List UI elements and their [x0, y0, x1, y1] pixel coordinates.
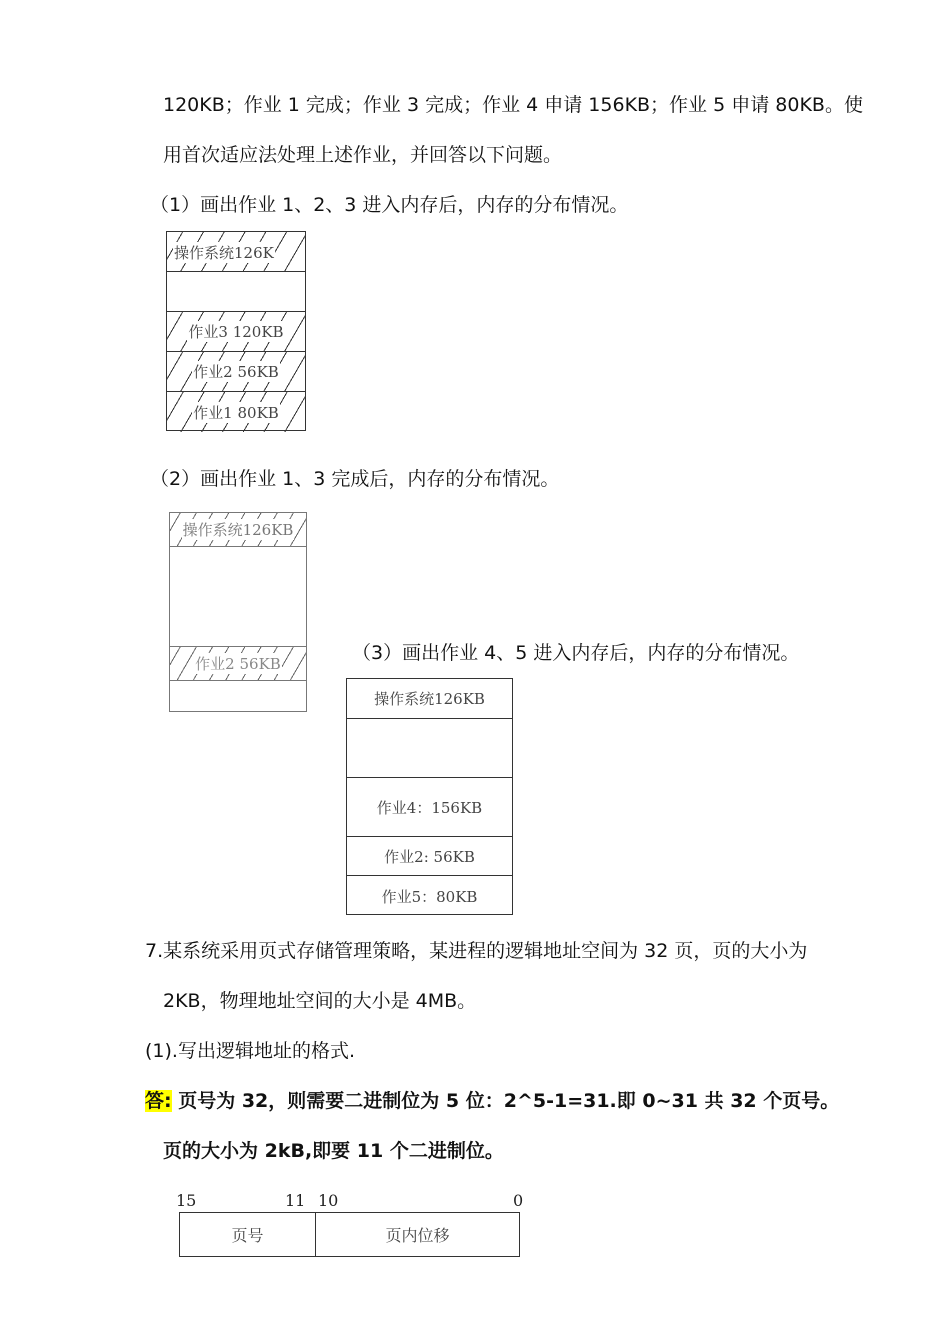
block-label: 操作系统126KB — [374, 690, 485, 708]
memory-block-free — [170, 547, 306, 647]
block-label: 作业5：80KB — [381, 887, 478, 906]
block-label: 作业1 80KB — [193, 403, 279, 422]
field-label: 页内位移 — [385, 1226, 450, 1245]
answer-text: 页号为 32，则需要二进制位为 5 位：2^5-1=31.即 0~31 共 32 个页号。 — [171, 1090, 840, 1112]
page-number-field — [179, 1212, 316, 1257]
memory-diagram-1 — [166, 231, 306, 431]
q3-heading: （3）画出作业 4、5 进入内存后，内存的分布情况。 — [352, 642, 800, 664]
block-label: 操作系统126KB — [182, 521, 294, 539]
bit-0-label: 0 — [513, 1191, 524, 1210]
memory-block-free-bottom — [170, 681, 306, 713]
memory-block-os — [170, 513, 306, 547]
memory-block-os — [167, 232, 305, 272]
q7-sub-question: (1).写出逻辑地址的格式. — [145, 1040, 355, 1062]
bit-15-label: 15 — [176, 1191, 197, 1210]
q7-line-2: 2KB，物理地址空间的大小是 4MB。 — [163, 990, 477, 1012]
page-offset-field — [315, 1212, 520, 1257]
block-label: 作业3 120KB — [188, 323, 284, 341]
bit-10-label: 10 — [318, 1191, 339, 1210]
memory-block-job4 — [347, 778, 512, 837]
block-label: 作业2 56KB — [193, 363, 279, 381]
block-label: 作业2 56KB — [195, 655, 281, 673]
q7-line-1: 7.某系统采用页式存储管理策略，某进程的逻辑地址空间为 32 页，页的大小为 — [145, 940, 808, 962]
bit-11-label: 11 — [285, 1191, 306, 1210]
memory-block-job2 — [167, 352, 305, 392]
answer-label: 答: — [145, 1090, 172, 1112]
q1-heading: （1）画出作业 1、2、3 进入内存后，内存的分布情况。 — [150, 194, 629, 216]
field-label: 页号 — [231, 1226, 264, 1245]
memory-block-os — [347, 679, 512, 719]
memory-block-job2 — [347, 837, 512, 876]
intro-line-1: 120KB；作业 1 完成；作业 3 完成；作业 4 申请 156KB；作业 5 申请 80KB。使 — [163, 94, 863, 116]
memory-block-job1 — [167, 392, 305, 432]
memory-diagram-2 — [169, 512, 307, 712]
memory-block-job3 — [167, 312, 305, 352]
memory-block-job2 — [170, 647, 306, 681]
memory-diagram-3 — [346, 678, 513, 915]
q2-heading: （2）画出作业 1、3 完成后，内存的分布情况。 — [150, 468, 560, 490]
intro-line-2: 用首次适应法处理上述作业，并回答以下问题。 — [163, 144, 563, 166]
memory-block-free — [347, 719, 512, 778]
answer-line-2: 页的大小为 2kB,即要 11 个二进制位。 — [163, 1140, 504, 1162]
answer-line-1 — [145, 1092, 839, 1111]
block-label: 作业4：156KB — [376, 798, 483, 817]
memory-block-job5 — [347, 876, 512, 916]
block-label: 操作系统126K — [174, 244, 274, 262]
block-label: 作业2: 56KB — [384, 847, 475, 866]
memory-block-free — [167, 272, 305, 312]
